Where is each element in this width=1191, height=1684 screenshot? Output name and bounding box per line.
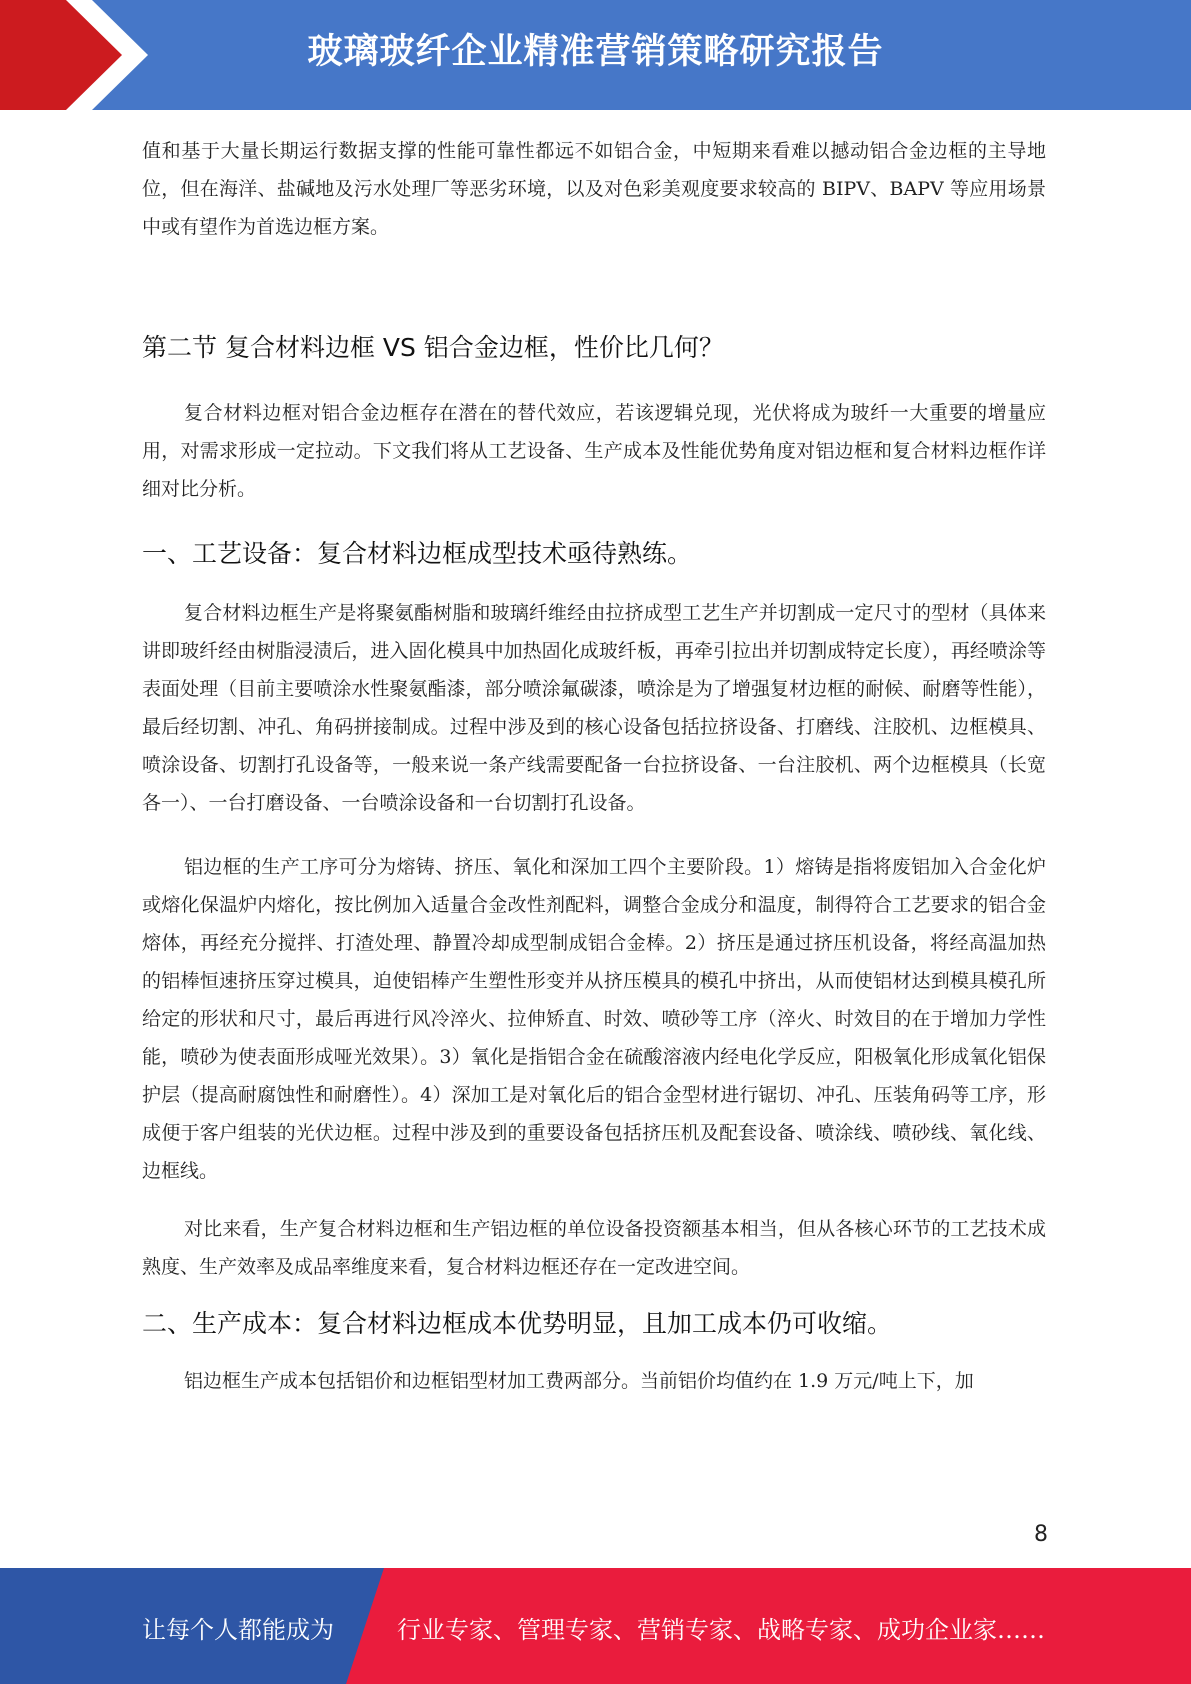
paragraph-aluminum-cost: 铝边框生产成本包括铝价和边框铝型材加工费两部分。当前铝价均值约在 1.9 万元/吨上下，加: [184, 1370, 974, 1392]
page-header: [0, 0, 1191, 110]
paragraph-composite-frame-production: 复合材料边框生产是将聚氨酯树脂和玻璃纤维经由拉挤成型工艺生产并切割成一定尺寸的型材（具体来讲即玻纤经由树脂浸渍后，进入固化模具中加热固化成玻纤板，再牵引拉出并切割成特定长度），再经喷涂等表面处理（目前主要喷涂水性聚氨酯漆，部分喷涂氟碳漆，喷涂是为了增强复材边框的耐候、耐磨等性能），最后经切割、冲孔、角码拼接制成。过程中涉及到的核心设备包括拉挤设备、打磨线、注胶机、边框模具、喷涂设备、切割打孔设备等，一般来说一条产线需要配备一台拉挤设备、一台注胶机、两个边框模具（长宽各一）、一台打磨设备、一台喷涂设备和一台切割打孔设备。: [142, 602, 1046, 814]
footer-slogan-left: 让每个人都能成为: [142, 1616, 334, 1644]
footer-slogan-right: 行业专家、管理专家、营销专家、战略专家、成功企业家……: [397, 1616, 1045, 1644]
section-intro-paragraph: 复合材料边框对铝合金边框存在潜在的替代效应，若该逻辑兑现，光伏将成为玻纤一大重要的增量应用，对需求形成一定拉动。下文我们将从工艺设备、生产成本及性能优势角度对铝边框和复合材料边框作详细对比分析。: [142, 402, 1046, 500]
paragraph-aluminum-frame-production: 铝边框的生产工序可分为熔铸、挤压、氧化和深加工四个主要阶段。1）熔铸是指将废铝加入合金化炉或熔化保温炉内熔化，按比例加入适量合金改性剂配料，调整合金成分和温度，制得符合工艺要求的铝合金熔体，再经充分搅拌、打渣处理、静置冷却成型制成铝合金棒。2）挤压是通过挤压机设备，将经高温加热的铝棒恒速挤压穿过模具，迫使铝棒产生塑性形变并从挤压模具的模孔中挤出，从而使铝材达到模具模孔所给定的形状和尺寸，最后再进行风冷淬火、拉伸矫直、时效、喷砂等工序（淬火、时效目的在于增加力学性能，喷砂为使表面形成哑光效果）。3）氧化是指铝合金在硫酸溶液内经电化学反应，阳极氧化形成氧化铝保护层（提高耐腐蚀性和耐磨性）。4）深加工是对氧化后的铝合金型材进行锯切、冲孔、压装角码等工序，形成便于客户组装的光伏边框。过程中涉及到的重要设备包括挤压机及配套设备、喷涂线、喷砂线、氧化线、边框线。: [142, 856, 1046, 1182]
intro-paragraph: 值和基于大量长期运行数据支撑的性能可靠性都远不如铝合金，中短期来看难以撼动铝合金边框的主导地位，但在海洋、盐碱地及污水处理厂等恶劣环境，以及对色彩美观度要求较高的 BIPV、BAPV 等应用场景中或有望作为首选边框方案。: [142, 140, 1046, 238]
subsection-title-production-cost: 二、生产成本：复合材料边框成本优势明显，且加工成本仍可收缩。: [142, 1309, 893, 1338]
paragraph-comparison: 对比来看，生产复合材料边框和生产铝边框的单位设备投资额基本相当，但从各核心环节的工艺技术成熟度、生产效率及成品率维度来看，复合材料边框还存在一定改进空间。: [142, 1218, 1046, 1278]
page-footer: [0, 1568, 1191, 1684]
main-content: [142, 132, 1046, 1400]
section-title: 第二节 复合材料边框 VS 铝合金边框，性价比几何？: [142, 333, 724, 362]
page-number: 8: [1034, 1522, 1048, 1547]
report-title: 玻璃玻纤企业精准营销策略研究报告: [307, 32, 884, 72]
subsection-title-process-equipment: 一、工艺设备：复合材料边框成型技术亟待熟练。: [142, 539, 693, 568]
